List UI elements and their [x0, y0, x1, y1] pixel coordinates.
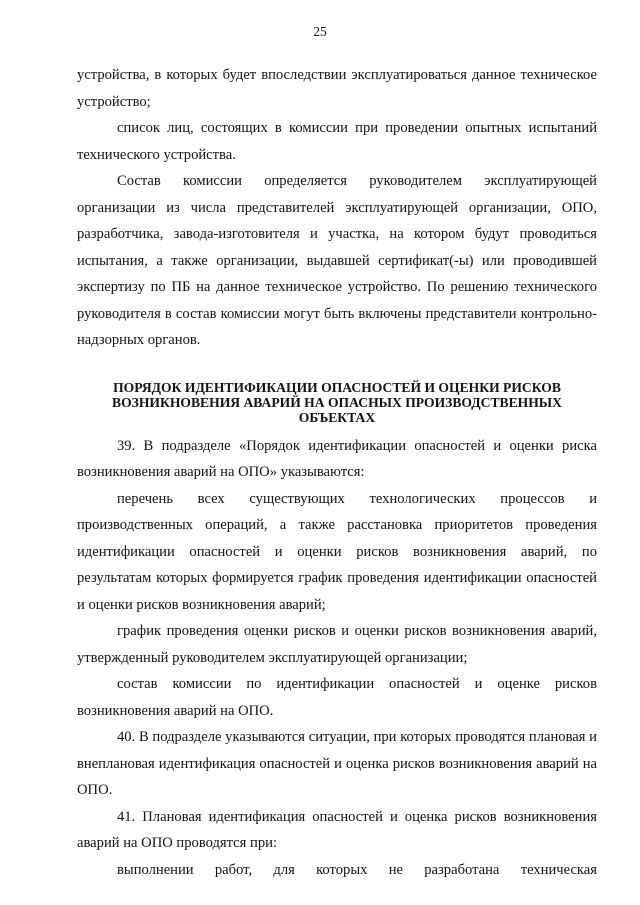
paragraph: перечень всех существующих технологических процессов и производственных операций, а также расстановка приоритетов проведения идентификации опасностей и оценки рисков возникновения аварий, по результатам которых формируется график проведения идентификации опасностей и оценки рисков возникновения аварий; — [77, 490, 597, 613]
paragraph: 41. Плановая идентификация опасностей и оценка рисков возникновения аварий на ОПО проводятся при: — [77, 808, 597, 851]
paragraph: 40. В подразделе указываются ситуации, при которых проводятся плановая и внеплановая идентификация опасностей и оценка рисков возникновения аварий на ОПО. — [77, 729, 597, 798]
section-heading — [77, 380, 597, 425]
paragraph: 39. В подразделе «Порядок идентификации опасностей и оценки риска возникновения аварий на ОПО» указываются: — [77, 437, 597, 480]
section-heading-line: ВОЗНИКНОВЕНИЯ АВАРИЙ НА ОПАСНЫХ ПРОИЗВОДСТВЕННЫХ ОБЪЕКТАХ — [112, 394, 562, 425]
paragraph: состав комиссии по идентификации опасностей и оценке рисков возникновения аварий на ОПО. — [77, 676, 597, 719]
page-body — [77, 62, 597, 883]
paragraph: устройства, в которых будет впоследствии эксплуатироваться данное техническое устройство; — [77, 67, 597, 110]
paragraph: Состав комиссии определяется руководителем эксплуатирующей организации из числа представителей эксплуатирующей организации, ОПО, разработчика, завода-изготовителя и участка, на котором будут проводиться испытания, а также организации, выдавшей сертификат(-ы) или проводившей экспертизу по ПБ на данное техническое устройство. По решению технического руководителя в состав комиссии могут быть включены представители контрольно-надзорных органов. — [77, 173, 597, 348]
section-heading-line: ПОРЯДОК ИДЕНТИФИКАЦИИ ОПАСНОСТЕЙ И ОЦЕНКИ РИСКОВ — [113, 379, 561, 395]
paragraph: список лиц, состоящих в комиссии при проведении опытных испытаний технического устройства. — [77, 120, 597, 163]
page-number: 25 — [313, 24, 327, 39]
paragraph: график проведения оценки рисков и оценки рисков возникновения аварий, утвержденный руководителем эксплуатирующей организации; — [77, 623, 597, 666]
paragraph: выполнении работ, для которых не разработана техническая — [117, 861, 597, 878]
